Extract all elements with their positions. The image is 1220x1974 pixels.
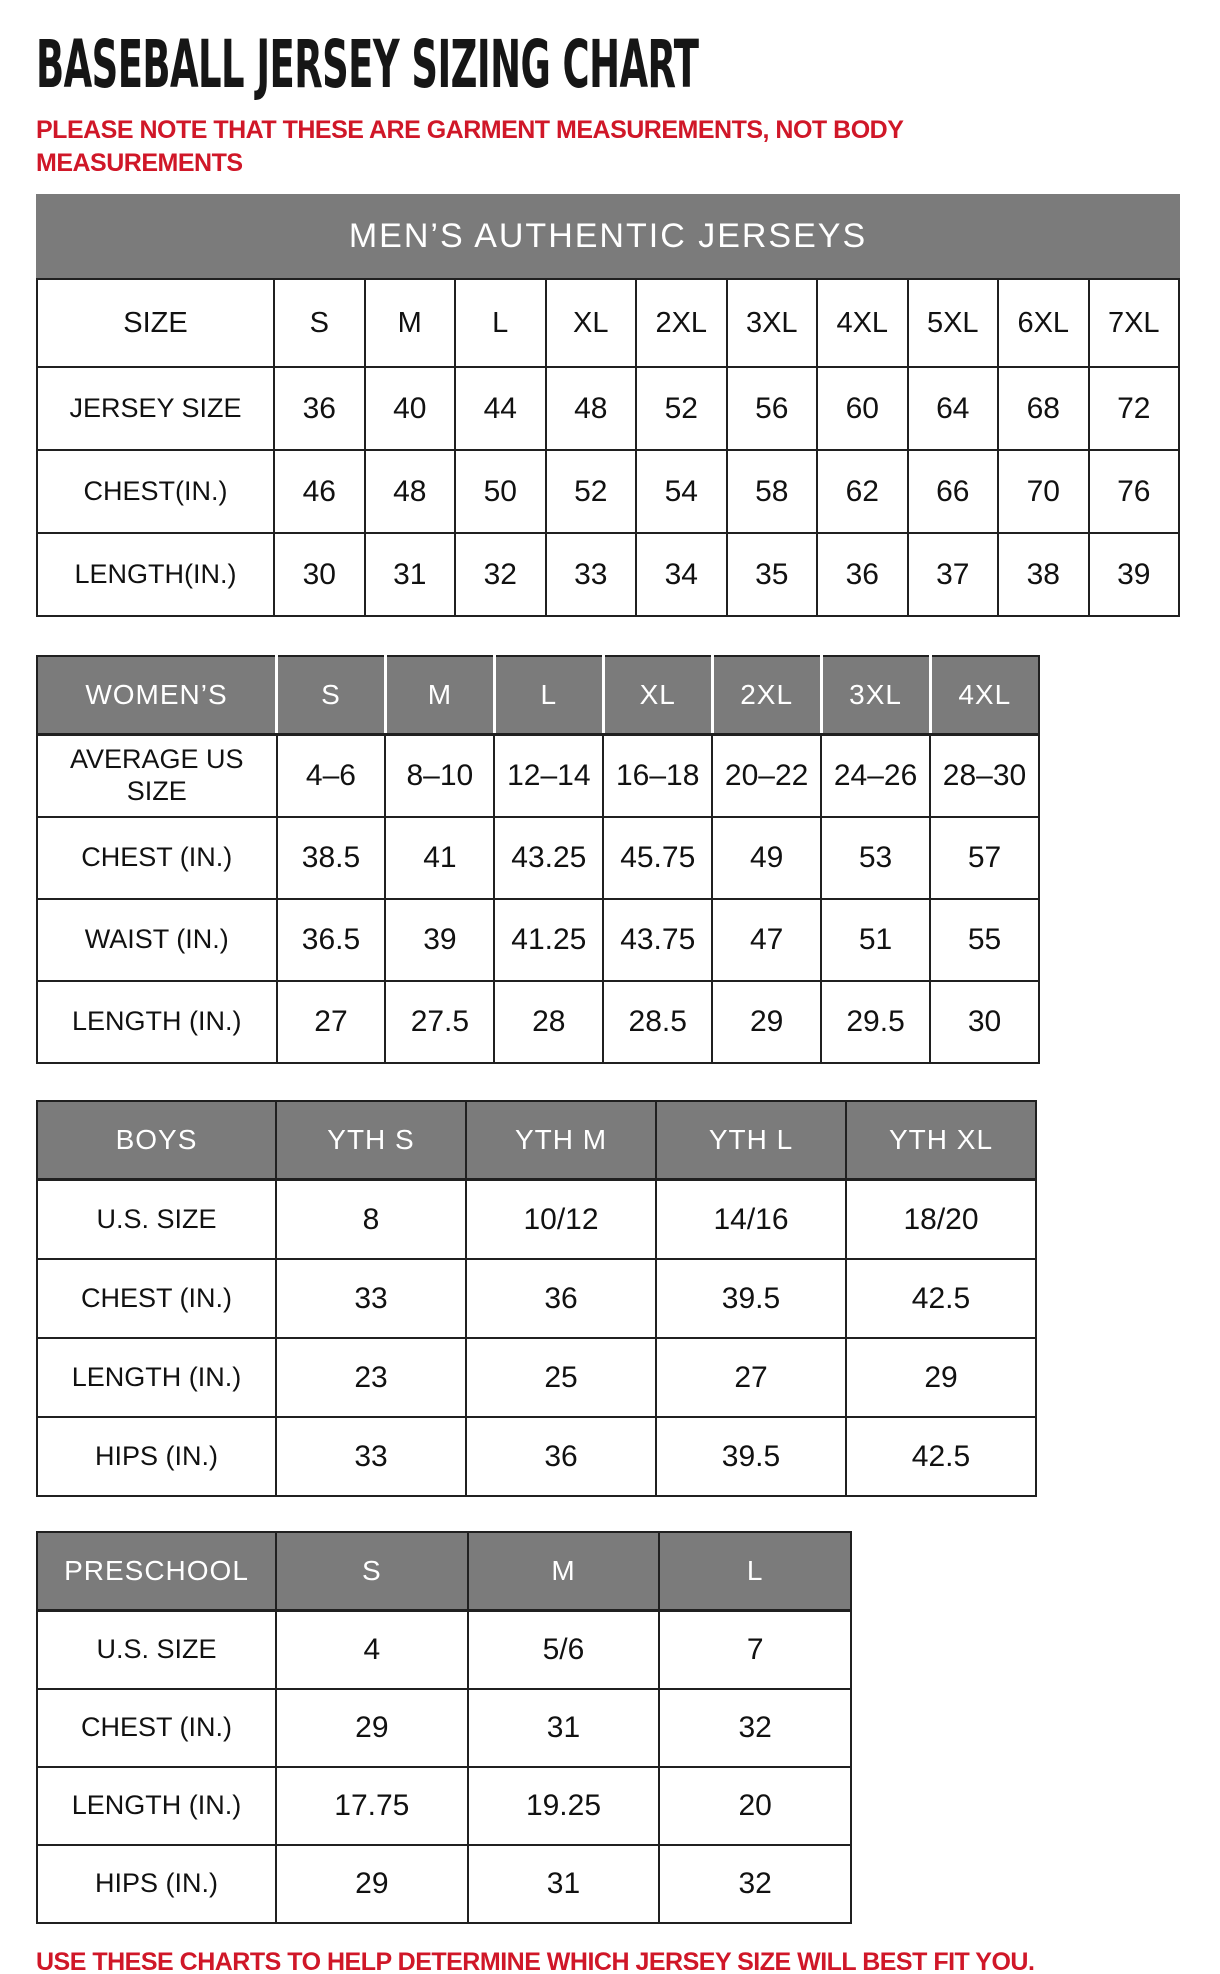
table-row: [37, 1259, 1036, 1338]
value-cell: 12–14: [494, 735, 603, 818]
size-header: M: [365, 279, 456, 367]
value-cell: 36: [817, 533, 908, 616]
value-cell: 36: [274, 367, 365, 450]
value-cell: 34: [636, 533, 727, 616]
value-cell: 64: [908, 367, 999, 450]
value-cell: 70: [998, 450, 1089, 533]
size-header: S: [274, 279, 365, 367]
size-header: S: [277, 656, 386, 735]
value-cell: 36.5: [277, 899, 386, 981]
value-cell: 24–26: [821, 735, 930, 818]
value-cell: 28–30: [930, 735, 1039, 818]
value-cell: 38.5: [277, 817, 386, 899]
value-cell: 31: [365, 533, 456, 616]
table-row: [37, 981, 1039, 1063]
preschool-size-table: [36, 1531, 852, 1924]
value-cell: 38: [998, 533, 1089, 616]
value-cell: 30: [930, 981, 1039, 1063]
size-header: L: [659, 1532, 851, 1611]
value-cell: 42.5: [846, 1417, 1036, 1496]
value-cell: 4: [276, 1611, 468, 1690]
value-cell: 49: [712, 817, 821, 899]
value-cell: 30: [274, 533, 365, 616]
value-cell: 44: [455, 367, 546, 450]
value-cell: 48: [546, 367, 637, 450]
row-label: CHEST (IN.): [37, 1259, 276, 1338]
row-label: U.S. SIZE: [37, 1611, 276, 1690]
row-label: LENGTH (IN.): [37, 1338, 276, 1417]
size-header: 2XL: [636, 279, 727, 367]
value-cell: 19.25: [468, 1767, 660, 1845]
size-header: YTH M: [466, 1101, 656, 1180]
row-label: WOMEN’S: [37, 656, 277, 735]
value-cell: 25: [466, 1338, 656, 1417]
mens-section: [36, 194, 1220, 617]
value-cell: 4–6: [277, 735, 386, 818]
table-row: [37, 1180, 1036, 1260]
value-cell: 27.5: [385, 981, 494, 1063]
value-cell: 47: [712, 899, 821, 981]
row-label: BOYS: [37, 1101, 276, 1180]
row-label: SIZE: [37, 279, 274, 367]
value-cell: 31: [468, 1689, 660, 1767]
value-cell: 33: [276, 1259, 466, 1338]
row-label: WAIST (IN.): [37, 899, 277, 981]
value-cell: 46: [274, 450, 365, 533]
value-cell: 36: [466, 1417, 656, 1496]
value-cell: 50: [455, 450, 546, 533]
row-label: CHEST (IN.): [37, 817, 277, 899]
value-cell: 43.75: [603, 899, 712, 981]
table-row: [37, 1845, 851, 1923]
footer-note: USE THESE CHARTS TO HELP DETERMINE WHICH JERSEY SIZE WILL BEST FIT YOU.: [36, 1948, 1035, 1974]
value-cell: 52: [636, 367, 727, 450]
size-header: 3XL: [727, 279, 818, 367]
value-cell: 66: [908, 450, 999, 533]
table-row: [37, 1767, 851, 1845]
table-row: [37, 1611, 851, 1690]
size-header: 4XL: [930, 656, 1039, 735]
table-row: [37, 899, 1039, 981]
value-cell: 52: [546, 450, 637, 533]
value-cell: 62: [817, 450, 908, 533]
value-cell: 33: [546, 533, 637, 616]
value-cell: 17.75: [276, 1767, 468, 1845]
table-row: [37, 1338, 1036, 1417]
value-cell: 58: [727, 450, 818, 533]
value-cell: 72: [1089, 367, 1180, 450]
value-cell: 68: [998, 367, 1089, 450]
value-cell: 27: [656, 1338, 846, 1417]
size-header: YTH XL: [846, 1101, 1036, 1180]
value-cell: 41: [385, 817, 494, 899]
value-cell: 29: [276, 1689, 468, 1767]
row-label: JERSEY SIZE: [37, 367, 274, 450]
row-label: U.S. SIZE: [37, 1180, 276, 1260]
size-header: 5XL: [908, 279, 999, 367]
value-cell: 32: [659, 1845, 851, 1923]
value-cell: 29: [846, 1338, 1036, 1417]
value-cell: 29: [276, 1845, 468, 1923]
value-cell: 76: [1089, 450, 1180, 533]
row-label: HIPS (IN.): [37, 1417, 276, 1496]
value-cell: 31: [468, 1845, 660, 1923]
value-cell: 54: [636, 450, 727, 533]
size-header: L: [455, 279, 546, 367]
header-row: [37, 1532, 851, 1611]
value-cell: 55: [930, 899, 1039, 981]
value-cell: 35: [727, 533, 818, 616]
size-header: XL: [603, 656, 712, 735]
value-cell: 10/12: [466, 1180, 656, 1260]
value-cell: 39: [385, 899, 494, 981]
value-cell: 28: [494, 981, 603, 1063]
size-header: XL: [546, 279, 637, 367]
value-cell: 42.5: [846, 1259, 1036, 1338]
row-label: CHEST (IN.): [37, 1689, 276, 1767]
value-cell: 16–18: [603, 735, 712, 818]
size-header: 7XL: [1089, 279, 1180, 367]
size-header: YTH L: [656, 1101, 846, 1180]
mens-banner: MEN’S AUTHENTIC JERSEYS: [36, 194, 1180, 278]
row-label: HIPS (IN.): [37, 1845, 276, 1923]
size-header: YTH S: [276, 1101, 466, 1180]
size-header: 6XL: [998, 279, 1089, 367]
row-label: LENGTH(IN.): [37, 533, 274, 616]
table-row: [37, 533, 1179, 616]
value-cell: 39.5: [656, 1417, 846, 1496]
value-cell: 51: [821, 899, 930, 981]
table-row: [37, 1417, 1036, 1496]
table-row: [37, 817, 1039, 899]
header-row: [37, 1101, 1036, 1180]
value-cell: 43.25: [494, 817, 603, 899]
size-header: 3XL: [821, 656, 930, 735]
value-cell: 40: [365, 367, 456, 450]
value-cell: 20–22: [712, 735, 821, 818]
table-row: [37, 735, 1039, 818]
table-row: [37, 1689, 851, 1767]
value-cell: 32: [455, 533, 546, 616]
row-label: AVERAGE US SIZE: [37, 735, 277, 818]
size-header: 4XL: [817, 279, 908, 367]
row-label: CHEST(IN.): [37, 450, 274, 533]
value-cell: 41.25: [494, 899, 603, 981]
value-cell: 33: [276, 1417, 466, 1496]
value-cell: 57: [930, 817, 1039, 899]
value-cell: 23: [276, 1338, 466, 1417]
header-row: [37, 656, 1039, 735]
value-cell: 37: [908, 533, 999, 616]
value-cell: 28.5: [603, 981, 712, 1063]
value-cell: 60: [817, 367, 908, 450]
header-row: [37, 279, 1179, 367]
value-cell: 32: [659, 1689, 851, 1767]
size-header: M: [385, 656, 494, 735]
value-cell: 5/6: [468, 1611, 660, 1690]
value-cell: 39: [1089, 533, 1180, 616]
value-cell: 39.5: [656, 1259, 846, 1338]
value-cell: 14/16: [656, 1180, 846, 1260]
table-row: [37, 450, 1179, 533]
value-cell: 27: [277, 981, 386, 1063]
garment-measurement-note: PLEASE NOTE THAT THESE ARE GARMENT MEASUREMENTS, NOT BODY MEASUREMENTS: [36, 116, 903, 177]
value-cell: 18/20: [846, 1180, 1036, 1260]
row-label: PRESCHOOL: [37, 1532, 276, 1611]
value-cell: 48: [365, 450, 456, 533]
size-header: M: [468, 1532, 660, 1611]
boys-size-table: [36, 1100, 1037, 1497]
page-title-text: BASEBALL JERSEY SIZING CHART: [36, 26, 699, 103]
size-header: 2XL: [712, 656, 821, 735]
value-cell: 20: [659, 1767, 851, 1845]
page-title: [36, 26, 1220, 103]
value-cell: 7: [659, 1611, 851, 1690]
value-cell: 36: [466, 1259, 656, 1338]
size-header: S: [276, 1532, 468, 1611]
row-label: LENGTH (IN.): [37, 1767, 276, 1845]
table-row: [37, 367, 1179, 450]
value-cell: 45.75: [603, 817, 712, 899]
value-cell: 56: [727, 367, 818, 450]
value-cell: 53: [821, 817, 930, 899]
value-cell: 8: [276, 1180, 466, 1260]
size-header: L: [494, 656, 603, 735]
mens-size-table: [36, 278, 1180, 617]
value-cell: 8–10: [385, 735, 494, 818]
value-cell: 29: [712, 981, 821, 1063]
row-label: LENGTH (IN.): [37, 981, 277, 1063]
womens-size-table: [36, 655, 1040, 1064]
value-cell: 29.5: [821, 981, 930, 1063]
